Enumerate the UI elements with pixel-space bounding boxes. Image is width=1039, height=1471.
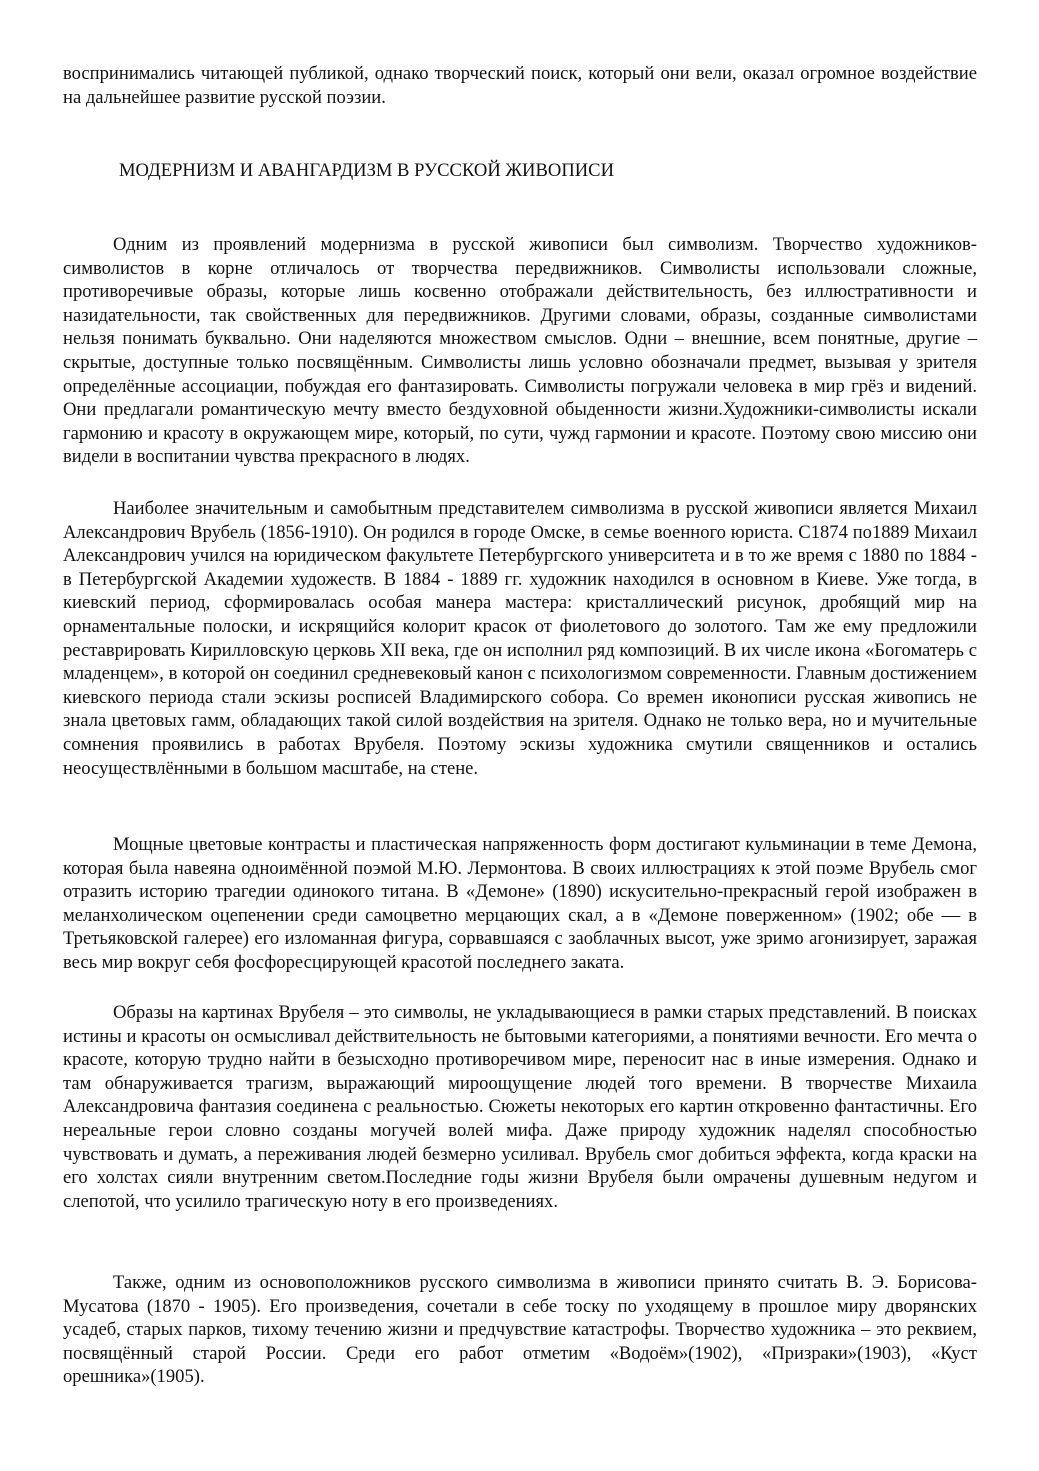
paragraph-vrubel-images: Образы на картинах Врубеля – это символы, не укладывающиеся в рамки старых представлений. В поисках истины и красоты он осмысливал действительность не бытовыми категориями, а понятиями вечности. Его мечта о красоте, которую трудно найти в безысходно противоречивом мире, переносит нас в иные измерения. Однако и там обнаруживается трагизм, выражающий мироощущение людей того времени. В творчестве Михаила Александровича фантазия соединена с реальностью. Сюжеты некоторых его картин откровенно фантастичны. Его нереальные герои словно созданы могучей волей мифа. Даже природу художник наделял способностью чувствовать и думать, а переживания людей безмерно усиливал. Врубель смог добиться эффекта, когда краски на его холстах сияли внутренним светом.Последние годы жизни Врубеля были омрачены душевным недугом и слепотой, что усилило трагическую ноту в его произведениях.	[63, 1002, 977, 1212]
paragraph-demon-theme: Мощные цветовые контрасты и пластическая напряженность форм достигают кульминации в теме Демона, которая была навеяна одноимённой поэмой М.Ю. Лермонтова. В своих иллюстрациях к этой поэме Врубель смог отразить историю трагедии одинокого титана. В «Демоне» (1890) искусительно-прекрасный герой изображен в меланхолическом оцепенении среди самоцветно мерцающих скал, а в «Демоне поверженном» (1902; обе — в Третьяковской галерее) его изломанная фигура, сорвавшаяся с заоблачных высот, уже зримо агонизирует, заражая весь мир вокруг себя фосфоресцирующей красотой последнего заката.	[63, 834, 977, 973]
intro-paragraph: воспринимались читающей публикой, однако творческий поиск, который они вели, оказал огромное воздействие на дальнейшее развитие русской поэзии.	[63, 63, 977, 108]
paragraph-borisov-musatov: Также, одним из основоположников русского символизма в живописи принято считать В. Э. Борисова-Мусатова (1870 - 1905). Его произведения, сочетали в себе тоску по уходящему в прошлое миру дворянских усадеб, старых парков, тихому течению жизни и предчувствие катастрофы. Творчество художника – это реквием, посвящённый старой России. Среди его работ отметим «Водоём»(1902), «Призраки»(1903), «Куст орешника»(1905).	[63, 1272, 977, 1388]
paragraph-symbolism: Одним из проявлений модернизма в русской живописи был символизм. Творчество художников-символистов в корне отличалось от творчества передвижников. Символисты использовали сложные, противоречивые образы, которые лишь косвенно отображали действительность, без иллюстративности и назидательности, так свойственных для передвижников. Другими словами, образы, созданные символистами нельзя понимать буквально. Они наделяются множеством смыслов. Одни – внешние, всем понятные, другие – скрытые, доступные только посвящённым. Символисты лишь условно обозначали предмет, вызывая у зрителя определённые ассоциации, побуждая его фантазировать. Символисты погружали человека в мир грёз и видений. Они предлагали романтическую мечту вместо бездуховной обыденности жизни.Художники-символисты искали гармонию и красоту в окружающем мире, который, по сути, чужд гармонии и красоте. Поэтому свою миссию они видели в воспитании чувства прекрасного в людях.	[63, 234, 977, 468]
paragraph-vrubel-biography: Наиболее значительным и самобытным представителем символизма в русской живописи является Михаил Александрович Врубель (1856-1910). Он родился в городе Омске, в семье военного юриста. С1874 по1889 Михаил Александрович учился на юридическом факультете Петербургского университета и в то же время с 1880 по 1884 - в Петербургской Академии художеств. В 1884 - 1889 гг. художник находился в основном в Киеве. Уже тогда, в киевский период, сформировалась особая манера мастера: кристаллический рисунок, дробящий мир на орнаментальные полоски, и искрящийся колорит красок от фиолетового до золотого. Там же ему предложили реставрировать Кирилловскую церковь XII века, где он исполнил ряд композиций. В их числе икона «Богоматерь с младенцем», в которой он соединил средневековый канон с психологизмом современности. Главным достижением киевского периода стали эскизы росписей Владимирского собора. Со времен иконописи русская живопись не знала цветовых гамм, обладающих такой силой воздействия на зрителя. Однако не только вера, но и мучительные сомнения проявились в работах Врубеля. Поэтому эскизы художника смутили священников и остались неосуществлёнными в большом масштабе, на стене.	[63, 498, 977, 779]
section-heading: МОДЕРНИЗМ И АВАНГАРДИЗМ В РУССКОЙ ЖИВОПИСИ	[119, 160, 615, 181]
